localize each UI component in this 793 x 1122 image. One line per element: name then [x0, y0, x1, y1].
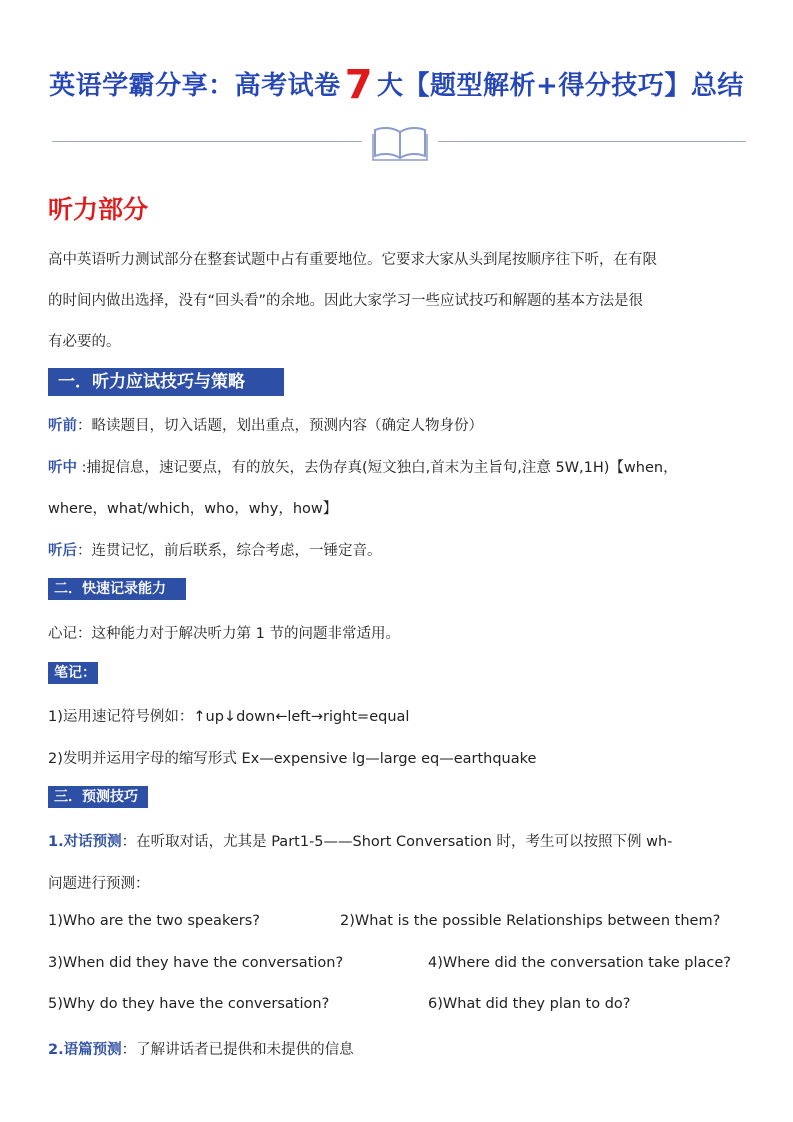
discourse-text: ：了解讲话者已提供和未提供的信息 [121, 1042, 354, 1058]
section-heading: 听力部分 [48, 195, 149, 224]
question-6: 6)What did they plan to do? [428, 996, 631, 1012]
intro-line-2: 的时间内做出选择，没有“回头看”的余地。因此大家学习一些应试技巧和解题的基本方法是很 [48, 293, 644, 309]
note-line-1: 1)运用速记符号例如：↑up↓down←left→right=equal [48, 709, 410, 725]
question-2: 2)What is the possible Relationships between them? [340, 913, 721, 929]
title-prefix: 英语学霸分享：高考试卷 [49, 71, 341, 101]
open-book-icon [372, 124, 428, 162]
during-label: 听中 [48, 460, 77, 476]
question-3: 3)When did they have the conversation? [48, 955, 344, 971]
dialogue-label: 1.对话预测 [48, 834, 122, 850]
note-line-2: 2)发明并运用字母的缩写形式 Ex—expensive lg—large eq—earthquake [48, 751, 537, 767]
divider-right [438, 141, 746, 142]
title-suffix: 大【题型解析+得分技巧】总结 [377, 71, 744, 101]
dialogue-prediction-line-2: 问题进行预测： [48, 876, 150, 892]
before-listening-line [48, 414, 483, 435]
discourse-label: 2.语篇预测 [48, 1042, 122, 1058]
divider-left [52, 141, 362, 142]
before-text: ：略读题目，切入话题，划出重点，预测内容（确定人物身份） [77, 418, 483, 434]
memory-line: 心记：这种能力对于解决听力第 1 节的问题非常适用。 [48, 626, 400, 642]
after-listening-line [48, 539, 382, 560]
during-text-1: :捕捉信息，速记要点，有的放矢，去伪存真(短文独白,首末为主旨句,注意 5W,1H)【when， [77, 460, 678, 476]
after-text: ：连贯记忆，前后联系，综合考虑，一锤定音。 [77, 543, 382, 559]
title-number: 7 [344, 62, 374, 108]
discourse-prediction-line [48, 1038, 354, 1059]
during-listening-line-2: where，what/which，who，why，how】 [48, 501, 338, 517]
intro-line-1: 高中英语听力测试部分在整套试题中占有重要地位。它要求大家从头到尾按顺序往下听，在有限 [48, 252, 657, 268]
during-listening-line-1 [48, 456, 678, 477]
before-label: 听前 [48, 418, 77, 434]
dialogue-text-1: ：在听取对话，尤其是 Part1-5——Short Conversation 时，考生可以按照下例 wh- [121, 834, 673, 850]
subsection-heading-3: 三．预测技巧 [48, 786, 148, 808]
notes-heading: 笔记： [48, 662, 98, 684]
subsection-heading-1: 一．听力应试技巧与策略 [48, 368, 284, 396]
page-title [0, 62, 793, 108]
question-1: 1)Who are the two speakers? [48, 913, 260, 929]
after-label: 听后 [48, 543, 77, 559]
subsection-heading-2: 二．快速记录能力 [48, 578, 186, 600]
dialogue-prediction-line-1 [48, 830, 672, 851]
question-5: 5)Why do they have the conversation? [48, 996, 330, 1012]
intro-line-3: 有必要的。 [48, 334, 121, 350]
question-4: 4)Where did the conversation take place? [428, 955, 731, 971]
